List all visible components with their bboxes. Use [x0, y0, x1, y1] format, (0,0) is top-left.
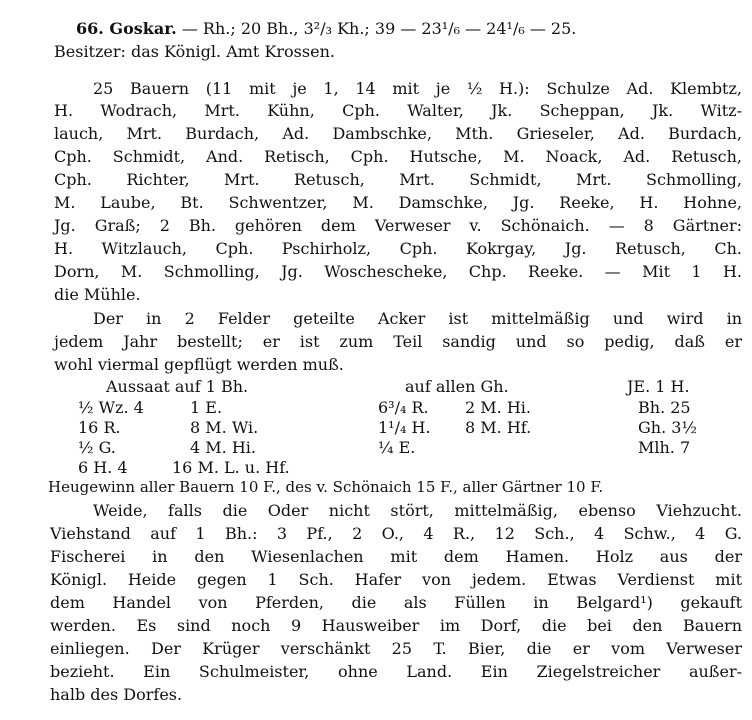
- paragraph1-line: Cph. Schmidt, And. Retisch, Cph. Hutsche, M. Noack, Ad. Retusch,: [54, 147, 742, 166]
- paragraph3-line: werden. Es sind noch 9 Hausweiber im Dorf, die bei den Bauern: [50, 616, 742, 635]
- entry-heading-line: [76, 19, 736, 39]
- table-cell: Gh. 3½: [638, 418, 697, 437]
- paragraph2-line: jedem Jahr bestellt; er ist zum Teil sandig und so pedig, daß er: [54, 332, 742, 351]
- paragraph1-line: Dorn, M. Schmolling, Jg. Woschescheke, Chp. Reeke. — Mit 1 H.: [54, 262, 742, 281]
- paragraph2-line: Der in 2 Felder geteilte Acker ist mittelmäßig und wird in: [93, 309, 742, 328]
- paragraph1-line: H. Witzlauch, Cph. Pschirholz, Cph. Kokrgay, Jg. Retusch, Ch.: [54, 239, 742, 258]
- table-row: [0, 418, 752, 438]
- owner-line: Besitzer: das Königl. Amt Krossen.: [54, 42, 335, 61]
- table-cell: Mlh. 7: [638, 438, 691, 457]
- table-cell: 8 M. Wi.: [190, 418, 259, 437]
- table-header: Aussaat auf 1 Bh.: [106, 377, 249, 396]
- paragraph3-line: dem Handel von Pferden, die als Füllen in Belgard¹) gekauft: [50, 593, 742, 612]
- paragraph1-line: M. Laube, Bt. Schwentzer, M. Damschke, Jg. Reeke, H. Hohne,: [54, 193, 742, 212]
- table-row: [0, 438, 752, 458]
- table-header: JE. 1 H.: [627, 377, 690, 396]
- paragraph2-line: wohl viermal gepflügt werden muß.: [54, 355, 344, 374]
- paragraph3-line: Viehstand auf 1 Bh.: 3 Pf., 2 O., 4 R., 12 Sch., 4 Schw., 4 G.: [50, 524, 742, 543]
- table-cell: ¼ E.: [378, 438, 416, 457]
- table-cell: ½ Wz. 4: [78, 398, 144, 417]
- table-header-row: [0, 377, 752, 397]
- table-cell: 1 E.: [190, 398, 223, 417]
- table-cell: 1¹/₄ H.: [378, 418, 431, 437]
- table-cell: 6³/₄ R.: [378, 398, 429, 417]
- paragraph1-line: Jg. Graß; 2 Bh. gehören dem Verweser v. Schönaich. — 8 Gärtner:: [54, 216, 742, 235]
- table-cell: 8 M. Hf.: [465, 418, 532, 437]
- paragraph3-line: bezieht. Ein Schulmeister, ohne Land. Ein Ziegelstreicher außer-: [50, 662, 742, 681]
- table-cell: 16 M. L. u. Hf.: [172, 458, 290, 477]
- entry-heading-values: — Rh.; 20 Bh., 3²/₃ Kh.; 39 — 23¹/₆ — 24¹/₆ — 25.: [181, 19, 577, 38]
- table-cell: ½ G.: [78, 438, 116, 457]
- table-cell: 6 H. 4: [78, 458, 128, 477]
- paragraph1-line: lauch, Mrt. Burdach, Ad. Dambschke, Mth. Grieseler, Ad. Burdach,: [54, 124, 742, 143]
- table-cell: 2 M. Hi.: [465, 398, 531, 417]
- paragraph1-line: die Mühle.: [54, 285, 141, 304]
- paragraph3-line: Königl. Heide gegen 1 Sch. Hafer von jedem. Etwas Verdienst mit: [50, 570, 742, 589]
- paragraph1-line: 25 Bauern (11 mit je 1, 14 mit je ½ H.): Schulze Ad. Klembtz,: [93, 79, 742, 98]
- paragraph3-line: Weide, falls die Oder nicht stört, mittelmäßig, ebenso Viehzucht.: [93, 501, 742, 520]
- paragraph1-line: H. Wodrach, Mrt. Kühn, Cph. Walter, Jk. Scheppan, Jk. Witz-: [54, 101, 742, 120]
- paragraph3-line: einliegen. Der Krüger verschänkt 25 T. Bier, die er vom Verweser: [50, 639, 742, 658]
- table-cell: 16 R.: [78, 418, 121, 437]
- table-cell: 4 M. Hi.: [190, 438, 256, 457]
- hay-yield-line: Heugewinn aller Bauern 10 F., des v. Schönaich 15 F., aller Gärtner 10 F.: [48, 478, 604, 496]
- table-cell: Bh. 25: [638, 398, 691, 417]
- paragraph1-line: Cph. Richter, Mrt. Retusch, Mrt. Schmidt, Mrt. Schmolling,: [54, 170, 742, 189]
- paragraph3-line: Fischerei in den Wiesenlachen mit dem Hamen. Holz aus der: [50, 547, 742, 566]
- table-row: [0, 398, 752, 418]
- paragraph3-line: halb des Dorfes.: [50, 685, 183, 704]
- table-header: auf allen Gh.: [405, 377, 509, 396]
- entry-heading: 66. Goskar.: [76, 19, 177, 38]
- table-row: [0, 458, 752, 478]
